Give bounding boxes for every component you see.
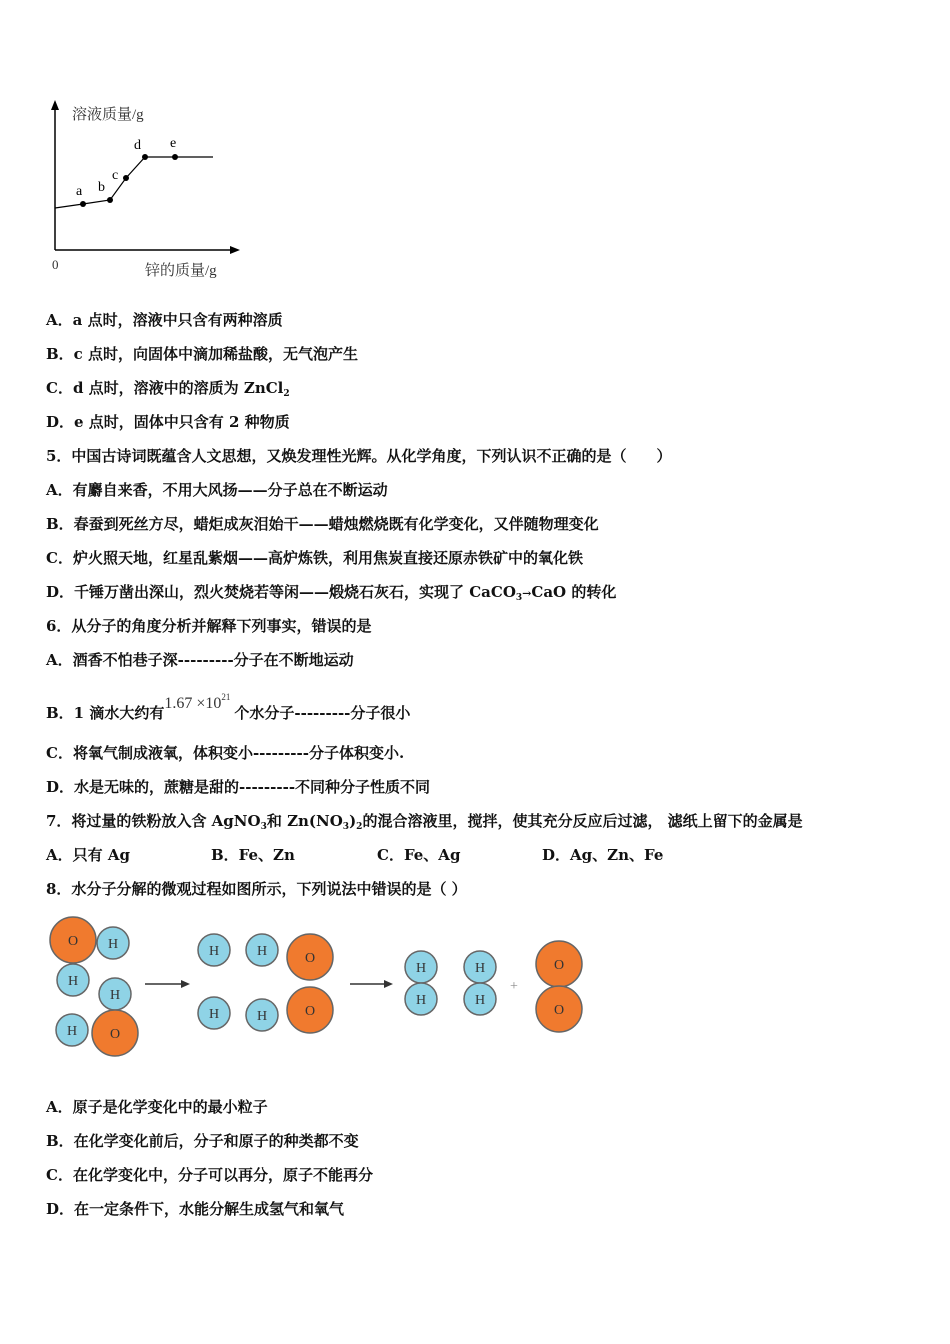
graph-point-c — [123, 175, 129, 181]
q7-stem — [46, 811, 803, 837]
q7-stem-part2: 和 Zn(NO — [266, 812, 343, 830]
atom-label-o: O — [67, 934, 79, 949]
q6-option-d: D．水是无味的，蔗糖是甜的---------不同种分子性质不同 — [46, 778, 431, 796]
q6-option-b-text: B．1 滴水大约有 — [46, 704, 165, 722]
atom-label-h: H — [474, 961, 486, 976]
atom-label-h: H — [109, 988, 121, 1003]
q5-option-d-arrow: → — [522, 587, 532, 600]
q6-option-b-number — [164, 692, 231, 712]
atom-label-o: O — [304, 951, 316, 966]
graph-point-e — [172, 154, 178, 160]
q6-option-a: A．酒香不怕巷子深---------分子在不断地运动 — [46, 651, 354, 669]
q7-stem-part3: ) — [349, 812, 357, 830]
q5-option-d-text: D．千锤万凿出深山，烈火焚烧若等闲——煅烧石灰石，实现了 CaCO — [46, 583, 516, 601]
q8-option-c: C．在化学变化中，分子可以再分，原子不能再分 — [46, 1166, 373, 1184]
q6-option-b — [46, 692, 411, 724]
q6-stem: 6．从分子的角度分析并解释下列事实，错误的是 — [46, 617, 372, 635]
water-decomposition-diagram — [40, 910, 600, 1070]
q7-stem-sub3: 2 — [356, 822, 363, 832]
q7-stem-sub1: 3 — [260, 822, 267, 832]
atom-label-h: H — [415, 961, 427, 976]
graph-x-label: 锌的质量/g — [145, 263, 217, 279]
q5-option-d — [46, 582, 616, 608]
q7-stem-part1: 7．将过量的铁粉放入含 AgNO — [46, 812, 261, 830]
atom-label-h: H — [66, 1024, 78, 1039]
atom-label-h: H — [107, 937, 119, 952]
graph-label-d: d — [134, 138, 141, 153]
q8-option-d: D．在一定条件下，水能分解生成氢气和氧气 — [46, 1200, 345, 1218]
q7-option-d: D．Ag、Zn、Fe — [542, 846, 664, 864]
q5-option-d-post: CaO 的转化 — [531, 583, 617, 601]
graph-origin: 0 — [52, 257, 59, 272]
atom-label-h: H — [208, 1007, 220, 1022]
q5-option-d-sub: 3 — [515, 593, 523, 603]
q7-option-c: C．Fe、Ag — [377, 846, 461, 864]
q7-stem-part4: 的混合溶液里，搅拌，使其充分反应后过滤， 滤纸上留下的金属是 — [362, 812, 803, 830]
atom-label-o: O — [304, 1004, 316, 1019]
atom-label-h: H — [256, 944, 268, 959]
q8-option-a: A．原子是化学变化中的最小粒子 — [46, 1098, 268, 1116]
q6-option-b-exponent: 21 — [221, 692, 231, 702]
graph-label-e: e — [170, 136, 177, 151]
q5-stem: 5．中国古诗词既蕴含人文思想，又焕发理性光辉。从化学角度，下列认识不正确的是（ ） — [46, 447, 672, 465]
atom-label-h: H — [208, 944, 220, 959]
q7-option-b: B．Fe、Zn — [211, 846, 295, 864]
atom-label-h: H — [415, 993, 427, 1008]
graph-y-label: 溶液质量/g — [72, 107, 144, 123]
q4-option-b: B．c 点时，向固体中滴加稀盐酸，无气泡产生 — [46, 345, 359, 363]
q5-option-c: C．炉火照天地，红星乱紫烟——高炉炼铁，利用焦炭直接还原赤铁矿中的氧化铁 — [46, 549, 583, 567]
q6-option-b-mantissa: 1.67 ×10 — [164, 695, 222, 712]
atom-label-o: O — [553, 958, 565, 973]
q4-option-a: A．a 点时，溶液中只含有两种溶质 — [46, 311, 283, 329]
atom-label-o: O — [109, 1027, 121, 1042]
graph-label-c: c — [112, 168, 119, 183]
graph-point-d — [142, 154, 148, 160]
q4-option-c-text: C．d 点时，溶液中的溶质为 ZnCl — [46, 379, 284, 397]
plus-sign: + — [510, 979, 518, 994]
q4-option-c — [46, 378, 290, 404]
q6-option-c: C．将氧气制成液氧，体积变小---------分子体积变小. — [46, 744, 405, 762]
q5-option-a: A．有麝自来香，不用大风扬——分子总在不断运动 — [46, 481, 388, 499]
q7-option-a: A．只有 Ag — [46, 846, 130, 864]
atom-label-h: H — [67, 974, 79, 989]
q5-option-b: B．春蚕到死丝方尽，蜡炬成灰泪始干——蜡烛燃烧既有化学变化，又伴随物理变化 — [46, 515, 599, 533]
q4-option-d: D．e 点时，固体中只含有 2 种物质 — [46, 413, 290, 431]
atom-label-o: O — [553, 1003, 565, 1018]
q7-stem-sub2: 3 — [342, 822, 350, 832]
atom-label-h: H — [256, 1009, 268, 1024]
q8-stem: 8．水分子分解的微观过程如图所示，下列说法中错误的是（ ） — [46, 880, 467, 898]
q6-option-b-post: 个水分子---------分子很小 — [234, 704, 411, 722]
q4-option-c-sub: 2 — [283, 389, 290, 399]
graph-point-b — [107, 197, 113, 203]
q8-option-b: B．在化学变化前后，分子和原子的种类都不变 — [46, 1132, 359, 1150]
atom-label-h: H — [474, 993, 486, 1008]
graph-label-b: b — [98, 180, 105, 195]
graph-point-a — [80, 201, 86, 207]
graph-label-a: a — [76, 184, 83, 199]
solution-mass-graph — [40, 95, 250, 285]
